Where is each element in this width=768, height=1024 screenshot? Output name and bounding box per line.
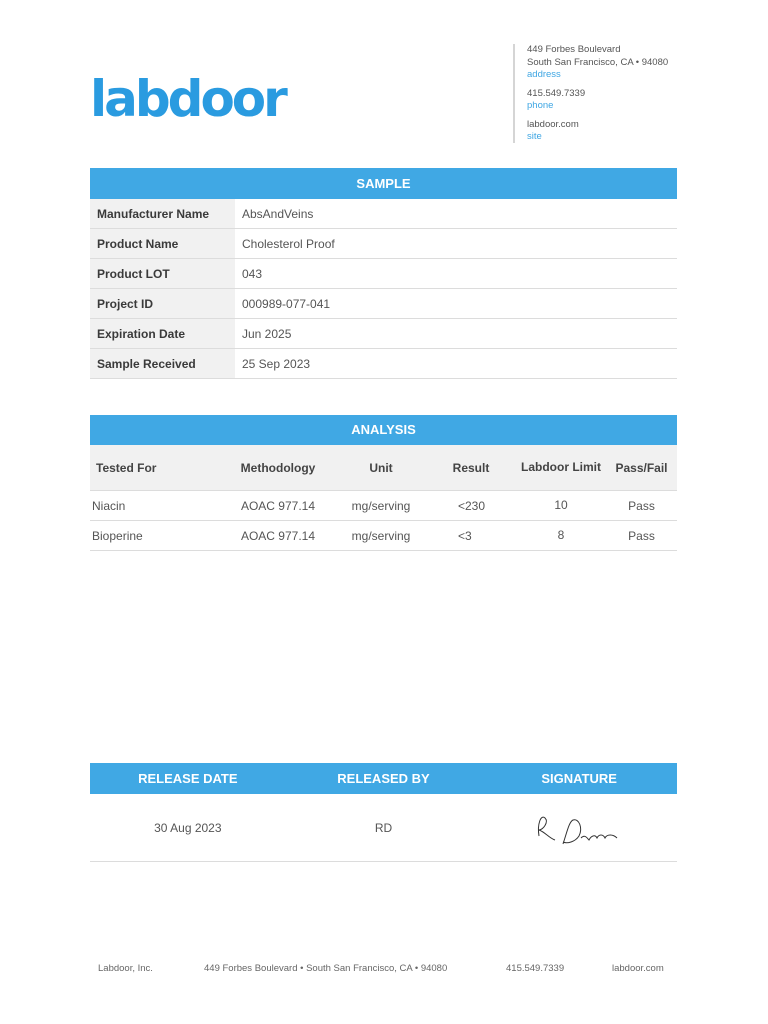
footer-address: 449 Forbes Boulevard • South San Francisco, CA • 94080 — [204, 963, 448, 974]
sample-table — [90, 168, 677, 379]
header-methodology: Methodology — [240, 460, 316, 475]
header-signature: SIGNATURE — [481, 763, 677, 794]
cell-tested-for: Niacin — [92, 498, 126, 513]
phone-number: 415.549.7339 — [527, 87, 586, 99]
release-header-row — [90, 763, 677, 794]
sample-row-value: 043 — [242, 266, 263, 281]
header-unit: Unit — [369, 460, 393, 475]
sample-row-label: Sample Received — [90, 349, 235, 378]
cell-unit: mg/serving — [351, 528, 411, 543]
sample-row-value: 000989-077-041 — [242, 296, 331, 311]
sample-row-label: Manufacturer Name — [90, 199, 235, 228]
sample-row — [90, 259, 677, 289]
cell-result: <3 — [458, 528, 472, 543]
footer-site: labdoor.com — [612, 963, 664, 974]
phone-group — [527, 88, 668, 113]
release-row — [90, 794, 677, 862]
site-url: labdoor.com — [527, 118, 579, 130]
sample-row-value: Jun 2025 — [242, 326, 292, 341]
site-group — [527, 119, 668, 144]
analysis-title: ANALYSIS — [90, 415, 677, 445]
sample-row-label: Product Name — [90, 229, 235, 258]
release-table — [90, 763, 677, 862]
sample-row — [90, 289, 677, 319]
sample-row-value: Cholesterol Proof — [242, 236, 335, 251]
contact-block — [513, 44, 668, 143]
footer-phone: 415.549.7339 — [506, 963, 565, 974]
release-date: 30 Aug 2023 — [154, 820, 222, 835]
signature — [481, 794, 677, 861]
header-released-by: RELEASED BY — [286, 763, 482, 794]
phone-label: phone — [527, 100, 554, 111]
cell-result: <230 — [458, 498, 486, 513]
released-by: RD — [374, 820, 393, 835]
address-line2: South San Francisco, CA • 94080 — [527, 56, 669, 68]
header-release-date: RELEASE DATE — [90, 763, 286, 794]
header-pass-fail: Pass/Fail — [615, 460, 668, 475]
cell-pass-fail: Pass — [628, 498, 655, 513]
sample-row — [90, 319, 677, 349]
footer-company: Labdoor, Inc. — [98, 963, 153, 974]
address-label: address — [527, 69, 561, 80]
address-line1: 449 Forbes Boulevard — [527, 44, 621, 55]
cell-methodology: AOAC 977.14 — [240, 528, 316, 543]
cell-pass-fail: Pass — [628, 528, 655, 543]
analysis-header-row — [90, 445, 677, 491]
cell-tested-for: Bioperine — [92, 528, 143, 543]
header-tested-for: Tested For — [96, 460, 157, 475]
table-row — [90, 491, 677, 521]
analysis-table — [90, 415, 677, 551]
sample-title: SAMPLE — [90, 168, 677, 199]
labdoor-logo: labdoor — [90, 70, 285, 128]
header-labdoor-limit: Labdoor Limit — [521, 460, 601, 474]
sample-row-label: Product LOT — [90, 259, 235, 288]
header-result: Result — [452, 460, 490, 475]
sample-row-label: Expiration Date — [90, 319, 235, 348]
table-row — [90, 521, 677, 551]
cell-unit: mg/serving — [351, 498, 411, 513]
cell-limit: 8 — [557, 528, 565, 542]
cell-methodology: AOAC 977.14 — [240, 498, 316, 513]
signature-image — [529, 804, 629, 852]
sample-row-value: 25 Sep 2023 — [242, 356, 311, 371]
cell-limit: 10 — [554, 498, 568, 512]
site-label: site — [527, 131, 542, 142]
address-group — [527, 44, 668, 82]
sample-row — [90, 199, 677, 229]
sample-row-value: AbsAndVeins — [242, 206, 314, 221]
sample-row — [90, 349, 677, 379]
sample-row — [90, 229, 677, 259]
sample-row-label: Project ID — [90, 289, 235, 318]
